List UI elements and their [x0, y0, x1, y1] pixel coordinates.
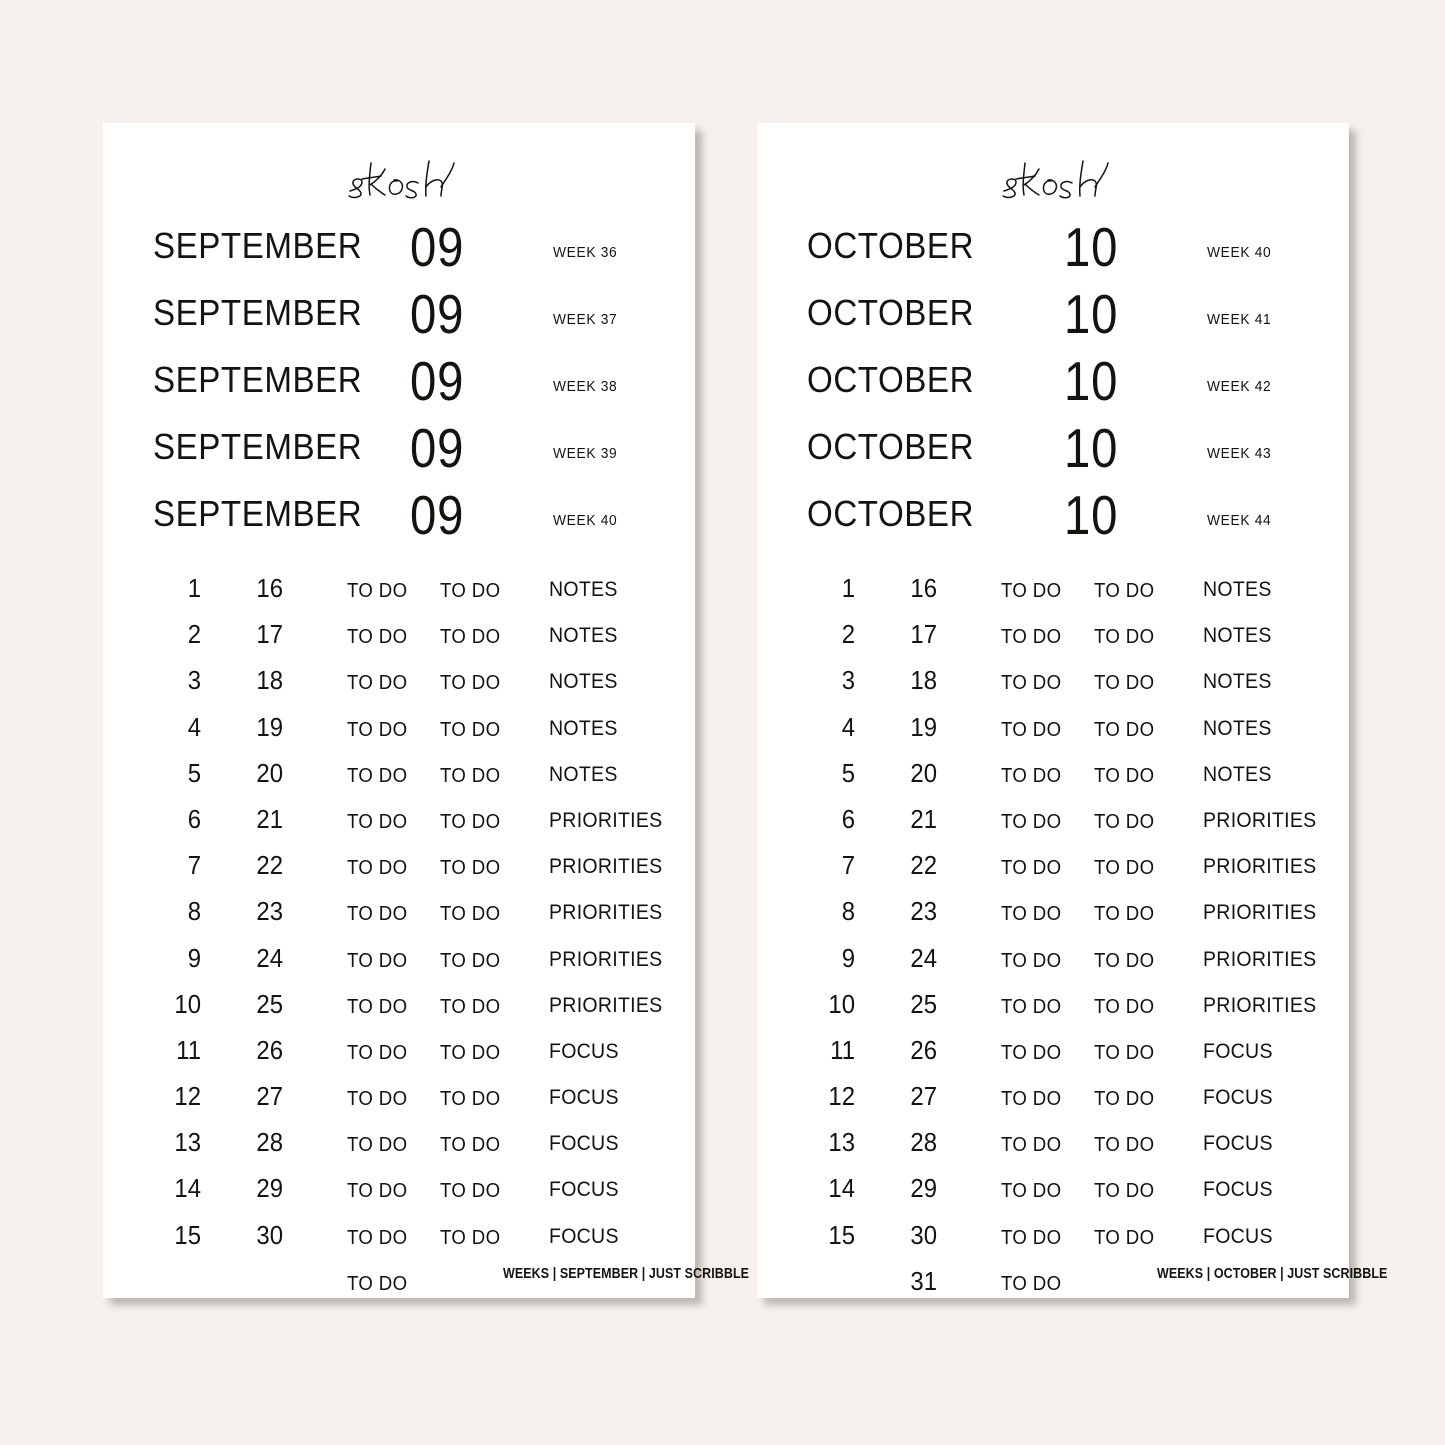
- todo-label: TO DO: [1001, 1180, 1062, 1203]
- day-number: 31: [910, 1265, 937, 1296]
- todo-label: TO DO: [1094, 1134, 1155, 1157]
- day-number: 6: [187, 803, 201, 834]
- todo-label: TO DO: [1001, 810, 1062, 833]
- month-row: [757, 417, 1349, 487]
- month-name: OCTOBER: [807, 292, 975, 333]
- section-label: PRIORITIES: [1203, 808, 1317, 832]
- section-label: FOCUS: [1203, 1178, 1273, 1202]
- grid-row: [103, 941, 695, 987]
- todo-label: TO DO: [440, 1088, 501, 1111]
- section-label: FOCUS: [549, 1039, 619, 1063]
- day-grid: [757, 571, 1349, 1310]
- day-number: 23: [910, 896, 937, 927]
- month-number: 10: [1064, 484, 1119, 546]
- todo-label: TO DO: [347, 672, 408, 695]
- month-number: 09: [410, 283, 465, 345]
- week-label: WEEK 37: [553, 312, 618, 328]
- month-name: SEPTEMBER: [153, 426, 363, 467]
- day-number: 11: [830, 1034, 855, 1065]
- day-number: 7: [187, 850, 201, 881]
- todo-label: TO DO: [440, 718, 501, 741]
- day-number: 4: [187, 711, 201, 742]
- month-name: SEPTEMBER: [153, 493, 363, 534]
- day-number: 22: [256, 850, 283, 881]
- week-label: WEEK 42: [1207, 379, 1272, 395]
- section-label: NOTES: [1203, 624, 1272, 648]
- section-label: PRIORITIES: [549, 993, 663, 1017]
- todo-label: TO DO: [1001, 764, 1062, 787]
- section-label: FOCUS: [549, 1224, 619, 1248]
- todo-label: TO DO: [347, 626, 408, 649]
- todo-label: TO DO: [1094, 857, 1155, 880]
- day-number: 25: [910, 988, 937, 1019]
- week-label: WEEK 38: [553, 379, 618, 395]
- day-number: 9: [187, 942, 201, 973]
- section-label: NOTES: [549, 716, 618, 740]
- todo-label: TO DO: [347, 1088, 408, 1111]
- day-number: 6: [841, 803, 855, 834]
- grid-row: [757, 848, 1349, 894]
- todo-label: TO DO: [1094, 903, 1155, 926]
- day-number: 26: [910, 1034, 937, 1065]
- day-number: 18: [256, 665, 283, 696]
- month-row: [757, 216, 1349, 286]
- day-number: 15: [828, 1219, 855, 1250]
- day-number: 28: [910, 1127, 937, 1158]
- section-label: NOTES: [549, 624, 618, 648]
- todo-label: TO DO: [1001, 995, 1062, 1018]
- month-row: [103, 350, 695, 420]
- grid-row: [103, 1125, 695, 1171]
- day-grid: [103, 571, 695, 1310]
- section-label: FOCUS: [1203, 1039, 1273, 1063]
- day-number: 29: [910, 1173, 937, 1204]
- section-label: NOTES: [549, 762, 618, 786]
- skosh-wordmark-icon: [340, 147, 458, 207]
- month-row: [757, 350, 1349, 420]
- section-label: NOTES: [1203, 716, 1272, 740]
- section-label: FOCUS: [549, 1132, 619, 1156]
- todo-label: TO DO: [347, 1041, 408, 1064]
- day-number: 3: [187, 665, 201, 696]
- todo-label: TO DO: [1094, 1088, 1155, 1111]
- todo-label: TO DO: [1001, 1272, 1062, 1295]
- month-name: SEPTEMBER: [153, 359, 363, 400]
- day-number: 17: [910, 619, 937, 650]
- section-label: PRIORITIES: [549, 855, 663, 879]
- grid-row: [103, 756, 695, 802]
- grid-row: [757, 663, 1349, 709]
- todo-label: TO DO: [1094, 1041, 1155, 1064]
- day-number: 10: [174, 988, 201, 1019]
- todo-label: TO DO: [1094, 949, 1155, 972]
- todo-label: TO DO: [347, 1180, 408, 1203]
- todo-label: TO DO: [1001, 1226, 1062, 1249]
- month-number: 10: [1064, 350, 1119, 412]
- grid-row: [757, 941, 1349, 987]
- sticker-card-october: [757, 123, 1388, 1298]
- todo-label: TO DO: [1094, 626, 1155, 649]
- grid-row: [103, 802, 695, 848]
- grid-row: [103, 571, 695, 617]
- brand-logo: [757, 147, 1349, 207]
- month-row: [757, 484, 1349, 554]
- card-footer: WEEKS | SEPTEMBER | JUST SCRIBBLE: [503, 1266, 750, 1282]
- section-label: PRIORITIES: [1203, 947, 1317, 971]
- week-label: WEEK 43: [1207, 446, 1272, 462]
- todo-label: TO DO: [1001, 1088, 1062, 1111]
- grid-row: [757, 1033, 1349, 1079]
- section-label: NOTES: [549, 670, 618, 694]
- day-number: 30: [910, 1219, 937, 1250]
- grid-row: [103, 663, 695, 709]
- grid-row: [103, 1218, 695, 1264]
- todo-label: TO DO: [1094, 1226, 1155, 1249]
- sticker-card-september: [103, 123, 750, 1298]
- todo-label: TO DO: [347, 1226, 408, 1249]
- section-label: PRIORITIES: [549, 947, 663, 971]
- week-label: WEEK 40: [1207, 245, 1272, 261]
- day-number: 29: [256, 1173, 283, 1204]
- day-number: 24: [910, 942, 937, 973]
- todo-label: TO DO: [440, 949, 501, 972]
- todo-label: TO DO: [1001, 903, 1062, 926]
- month-name: SEPTEMBER: [153, 292, 363, 333]
- day-number: 19: [910, 711, 937, 742]
- todo-label: TO DO: [1094, 1180, 1155, 1203]
- brand-logo: [103, 147, 695, 207]
- day-number: 5: [187, 757, 201, 788]
- section-label: PRIORITIES: [549, 901, 663, 925]
- todo-label: TO DO: [1001, 626, 1062, 649]
- todo-label: TO DO: [1094, 810, 1155, 833]
- todo-label: TO DO: [347, 857, 408, 880]
- day-number: 14: [828, 1173, 855, 1204]
- todo-label: TO DO: [1094, 995, 1155, 1018]
- section-label: PRIORITIES: [1203, 855, 1317, 879]
- grid-row: [103, 1171, 695, 1217]
- month-row: [103, 417, 695, 487]
- day-number: 18: [910, 665, 937, 696]
- day-number: 1: [187, 573, 201, 603]
- todo-label: TO DO: [1001, 672, 1062, 695]
- todo-label: TO DO: [1001, 1134, 1062, 1157]
- todo-label: TO DO: [440, 903, 501, 926]
- todo-label: TO DO: [1001, 1041, 1062, 1064]
- grid-row: [757, 987, 1349, 1033]
- todo-label: TO DO: [1001, 580, 1062, 602]
- day-number: 30: [256, 1219, 283, 1250]
- todo-label: TO DO: [1094, 672, 1155, 695]
- month-number: 10: [1064, 216, 1119, 278]
- day-number: 2: [187, 619, 201, 650]
- day-number: 4: [841, 711, 855, 742]
- day-number: 16: [910, 573, 937, 603]
- month-header-list: [103, 216, 695, 554]
- todo-label: TO DO: [440, 580, 501, 602]
- todo-label: TO DO: [347, 903, 408, 926]
- todo-label: TO DO: [1001, 949, 1062, 972]
- week-label: WEEK 41: [1207, 312, 1272, 328]
- grid-row: [103, 710, 695, 756]
- week-label: WEEK 36: [553, 245, 618, 261]
- section-label: FOCUS: [1203, 1224, 1273, 1248]
- section-label: FOCUS: [549, 1178, 619, 1202]
- day-number: 10: [828, 988, 855, 1019]
- day-number: 3: [841, 665, 855, 696]
- day-number: 17: [256, 619, 283, 650]
- grid-row: [757, 1171, 1349, 1217]
- todo-label: TO DO: [440, 810, 501, 833]
- todo-label: TO DO: [440, 764, 501, 787]
- month-row: [103, 484, 695, 554]
- todo-label: TO DO: [347, 1272, 408, 1295]
- section-label: PRIORITIES: [549, 808, 663, 832]
- grid-row: [757, 894, 1349, 940]
- grid-row: [757, 1125, 1349, 1171]
- section-label: FOCUS: [549, 1086, 619, 1110]
- day-number: 27: [910, 1081, 937, 1112]
- month-name: OCTOBER: [807, 225, 975, 266]
- todo-label: TO DO: [440, 672, 501, 695]
- todo-label: TO DO: [1001, 718, 1062, 741]
- month-header-list: [757, 216, 1349, 554]
- month-name: SEPTEMBER: [153, 225, 363, 266]
- month-number: 09: [410, 216, 465, 278]
- todo-label: TO DO: [347, 580, 408, 602]
- day-number: 12: [174, 1081, 201, 1112]
- todo-label: TO DO: [347, 718, 408, 741]
- week-label: WEEK 39: [553, 446, 618, 462]
- day-number: 7: [841, 850, 855, 881]
- todo-label: TO DO: [1094, 764, 1155, 787]
- skosh-wordmark-icon: [994, 147, 1112, 207]
- todo-label: TO DO: [440, 1041, 501, 1064]
- grid-row: [103, 1033, 695, 1079]
- section-label: PRIORITIES: [1203, 901, 1317, 925]
- todo-label: TO DO: [347, 995, 408, 1018]
- day-number: 21: [256, 803, 283, 834]
- todo-label: TO DO: [440, 1226, 501, 1249]
- day-number: 27: [256, 1081, 283, 1112]
- day-number: 20: [910, 757, 937, 788]
- day-number: 21: [910, 803, 937, 834]
- grid-row: [757, 617, 1349, 663]
- todo-label: TO DO: [440, 995, 501, 1018]
- day-number: 19: [256, 711, 283, 742]
- todo-label: TO DO: [347, 764, 408, 787]
- grid-row: [757, 756, 1349, 802]
- day-number: 1: [841, 573, 855, 603]
- day-number: 8: [187, 896, 201, 927]
- month-number: 09: [410, 484, 465, 546]
- month-name: OCTOBER: [807, 426, 975, 467]
- month-name: OCTOBER: [807, 493, 975, 534]
- todo-label: TO DO: [440, 857, 501, 880]
- day-number: 23: [256, 896, 283, 927]
- grid-row: [103, 1079, 695, 1125]
- grid-row: [757, 802, 1349, 848]
- todo-label: TO DO: [440, 1134, 501, 1157]
- day-number: 22: [910, 850, 937, 881]
- card-footer: WEEKS | OCTOBER | JUST SCRIBBLE: [1157, 1266, 1388, 1282]
- day-number: 14: [174, 1173, 201, 1204]
- todo-label: TO DO: [347, 1134, 408, 1157]
- section-label: FOCUS: [1203, 1132, 1273, 1156]
- grid-row: [103, 848, 695, 894]
- section-label: PRIORITIES: [1203, 993, 1317, 1017]
- day-number: 26: [256, 1034, 283, 1065]
- week-label: WEEK 44: [1207, 513, 1272, 529]
- month-number: 10: [1064, 417, 1119, 479]
- month-name: OCTOBER: [807, 359, 975, 400]
- grid-row: [757, 1218, 1349, 1264]
- week-label: WEEK 40: [553, 513, 618, 529]
- todo-label: TO DO: [440, 626, 501, 649]
- day-number: 20: [256, 757, 283, 788]
- day-number: 15: [174, 1219, 201, 1250]
- grid-row: [103, 894, 695, 940]
- day-number: 28: [256, 1127, 283, 1158]
- grid-row: [757, 571, 1349, 617]
- todo-label: TO DO: [347, 810, 408, 833]
- day-number: 25: [256, 988, 283, 1019]
- day-number: 24: [256, 942, 283, 973]
- todo-label: TO DO: [1001, 857, 1062, 880]
- month-row: [103, 283, 695, 353]
- day-number: 5: [841, 757, 855, 788]
- grid-row: [103, 617, 695, 663]
- day-number: 2: [841, 619, 855, 650]
- grid-row: [757, 710, 1349, 756]
- grid-row: [103, 987, 695, 1033]
- day-number: 11: [176, 1034, 201, 1065]
- day-number: 16: [256, 573, 283, 603]
- month-row: [757, 283, 1349, 353]
- month-number: 10: [1064, 283, 1119, 345]
- section-label: NOTES: [1203, 762, 1272, 786]
- section-label: NOTES: [1203, 578, 1272, 601]
- grid-row: [757, 1079, 1349, 1125]
- section-label: NOTES: [1203, 670, 1272, 694]
- day-number: 12: [828, 1081, 855, 1112]
- section-label: FOCUS: [1203, 1086, 1273, 1110]
- day-number: 13: [828, 1127, 855, 1158]
- todo-label: TO DO: [347, 949, 408, 972]
- month-number: 09: [410, 417, 465, 479]
- day-number: 8: [841, 896, 855, 927]
- todo-label: TO DO: [440, 1180, 501, 1203]
- todo-label: TO DO: [1094, 718, 1155, 741]
- month-number: 09: [410, 350, 465, 412]
- month-row: [103, 216, 695, 286]
- section-label: NOTES: [549, 578, 618, 601]
- todo-label: TO DO: [1094, 580, 1155, 602]
- day-number: 13: [174, 1127, 201, 1158]
- day-number: 9: [841, 942, 855, 973]
